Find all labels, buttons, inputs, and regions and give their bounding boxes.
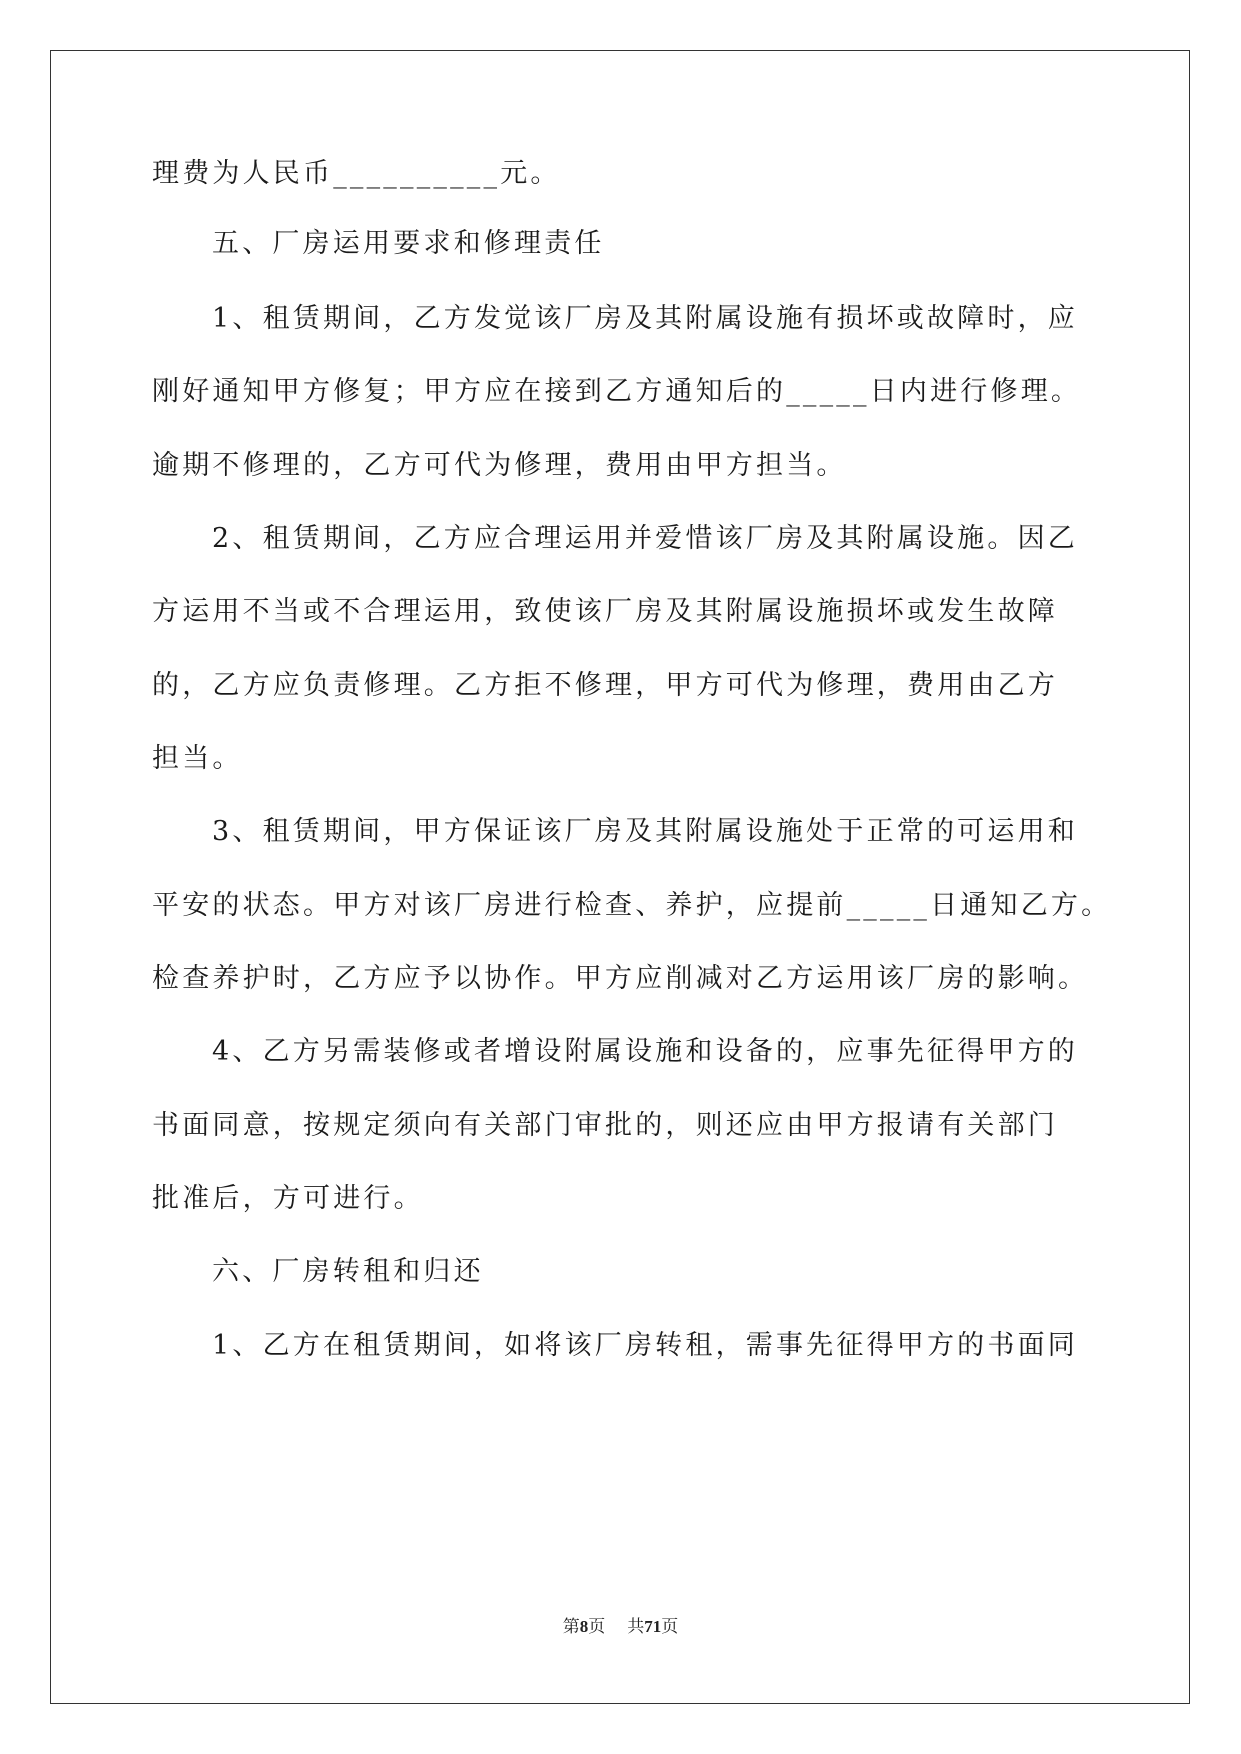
page-border — [50, 50, 1190, 1704]
section-heading: 五、厂房运用要求和修理责任 — [212, 228, 605, 259]
text-line: 方运用不当或不合理运用，致使该厂房及其附属设施损坏或发生故障 — [152, 596, 1058, 627]
text-line: 批准后，方可进行。 — [152, 1183, 424, 1214]
text-line: 刚好通知甲方修复；甲方应在接到乙方通知后的_____日内进行修理。 — [152, 376, 1082, 407]
total-pages: 71 — [644, 1617, 662, 1636]
text-line: 1、租赁期间，乙方发觉该厂房及其附属设施有损坏或故障时，应 — [212, 303, 1078, 334]
text-line: 检查养护时，乙方应予以协作。甲方应削减对乙方运用该厂房的影响。 — [152, 963, 1089, 994]
text-line: 1、乙方在租赁期间，如将该厂房转租，需事先征得甲方的书面同 — [212, 1330, 1078, 1361]
text-line: 的，乙方应负责修理。乙方拒不修理，甲方可代为修理，费用由乙方 — [152, 670, 1058, 701]
section-heading: 六、厂房转租和归还 — [212, 1256, 484, 1287]
total-prefix: 共 — [627, 1617, 645, 1636]
page-suffix: 页 — [588, 1617, 606, 1636]
page-prefix: 第 — [562, 1617, 580, 1636]
text-line: 4、乙方另需装修或者增设附属设施和设备的，应事先征得甲方的 — [212, 1036, 1078, 1067]
text-line: 担当。 — [152, 743, 243, 774]
page-number: 8 — [579, 1617, 589, 1636]
text-line: 书面同意，按规定须向有关部门审批的，则还应由甲方报请有关部门 — [152, 1110, 1058, 1141]
text-line: 3、租赁期间，甲方保证该厂房及其附属设施处于正常的可运用和 — [212, 816, 1078, 847]
total-suffix: 页 — [661, 1617, 679, 1636]
text-line: 逾期不修理的，乙方可代为修理，费用由甲方担当。 — [152, 450, 847, 481]
text-line: 2、租赁期间，乙方应合理运用并爱惜该厂房及其附属设施。因乙 — [212, 523, 1078, 554]
text-line: 理费为人民币__________元。 — [152, 158, 561, 189]
text-line: 平安的状态。甲方对该厂房进行检查、养护，应提前_____日通知乙方。 — [152, 890, 1112, 921]
page-footer — [0, 1612, 1241, 1637]
